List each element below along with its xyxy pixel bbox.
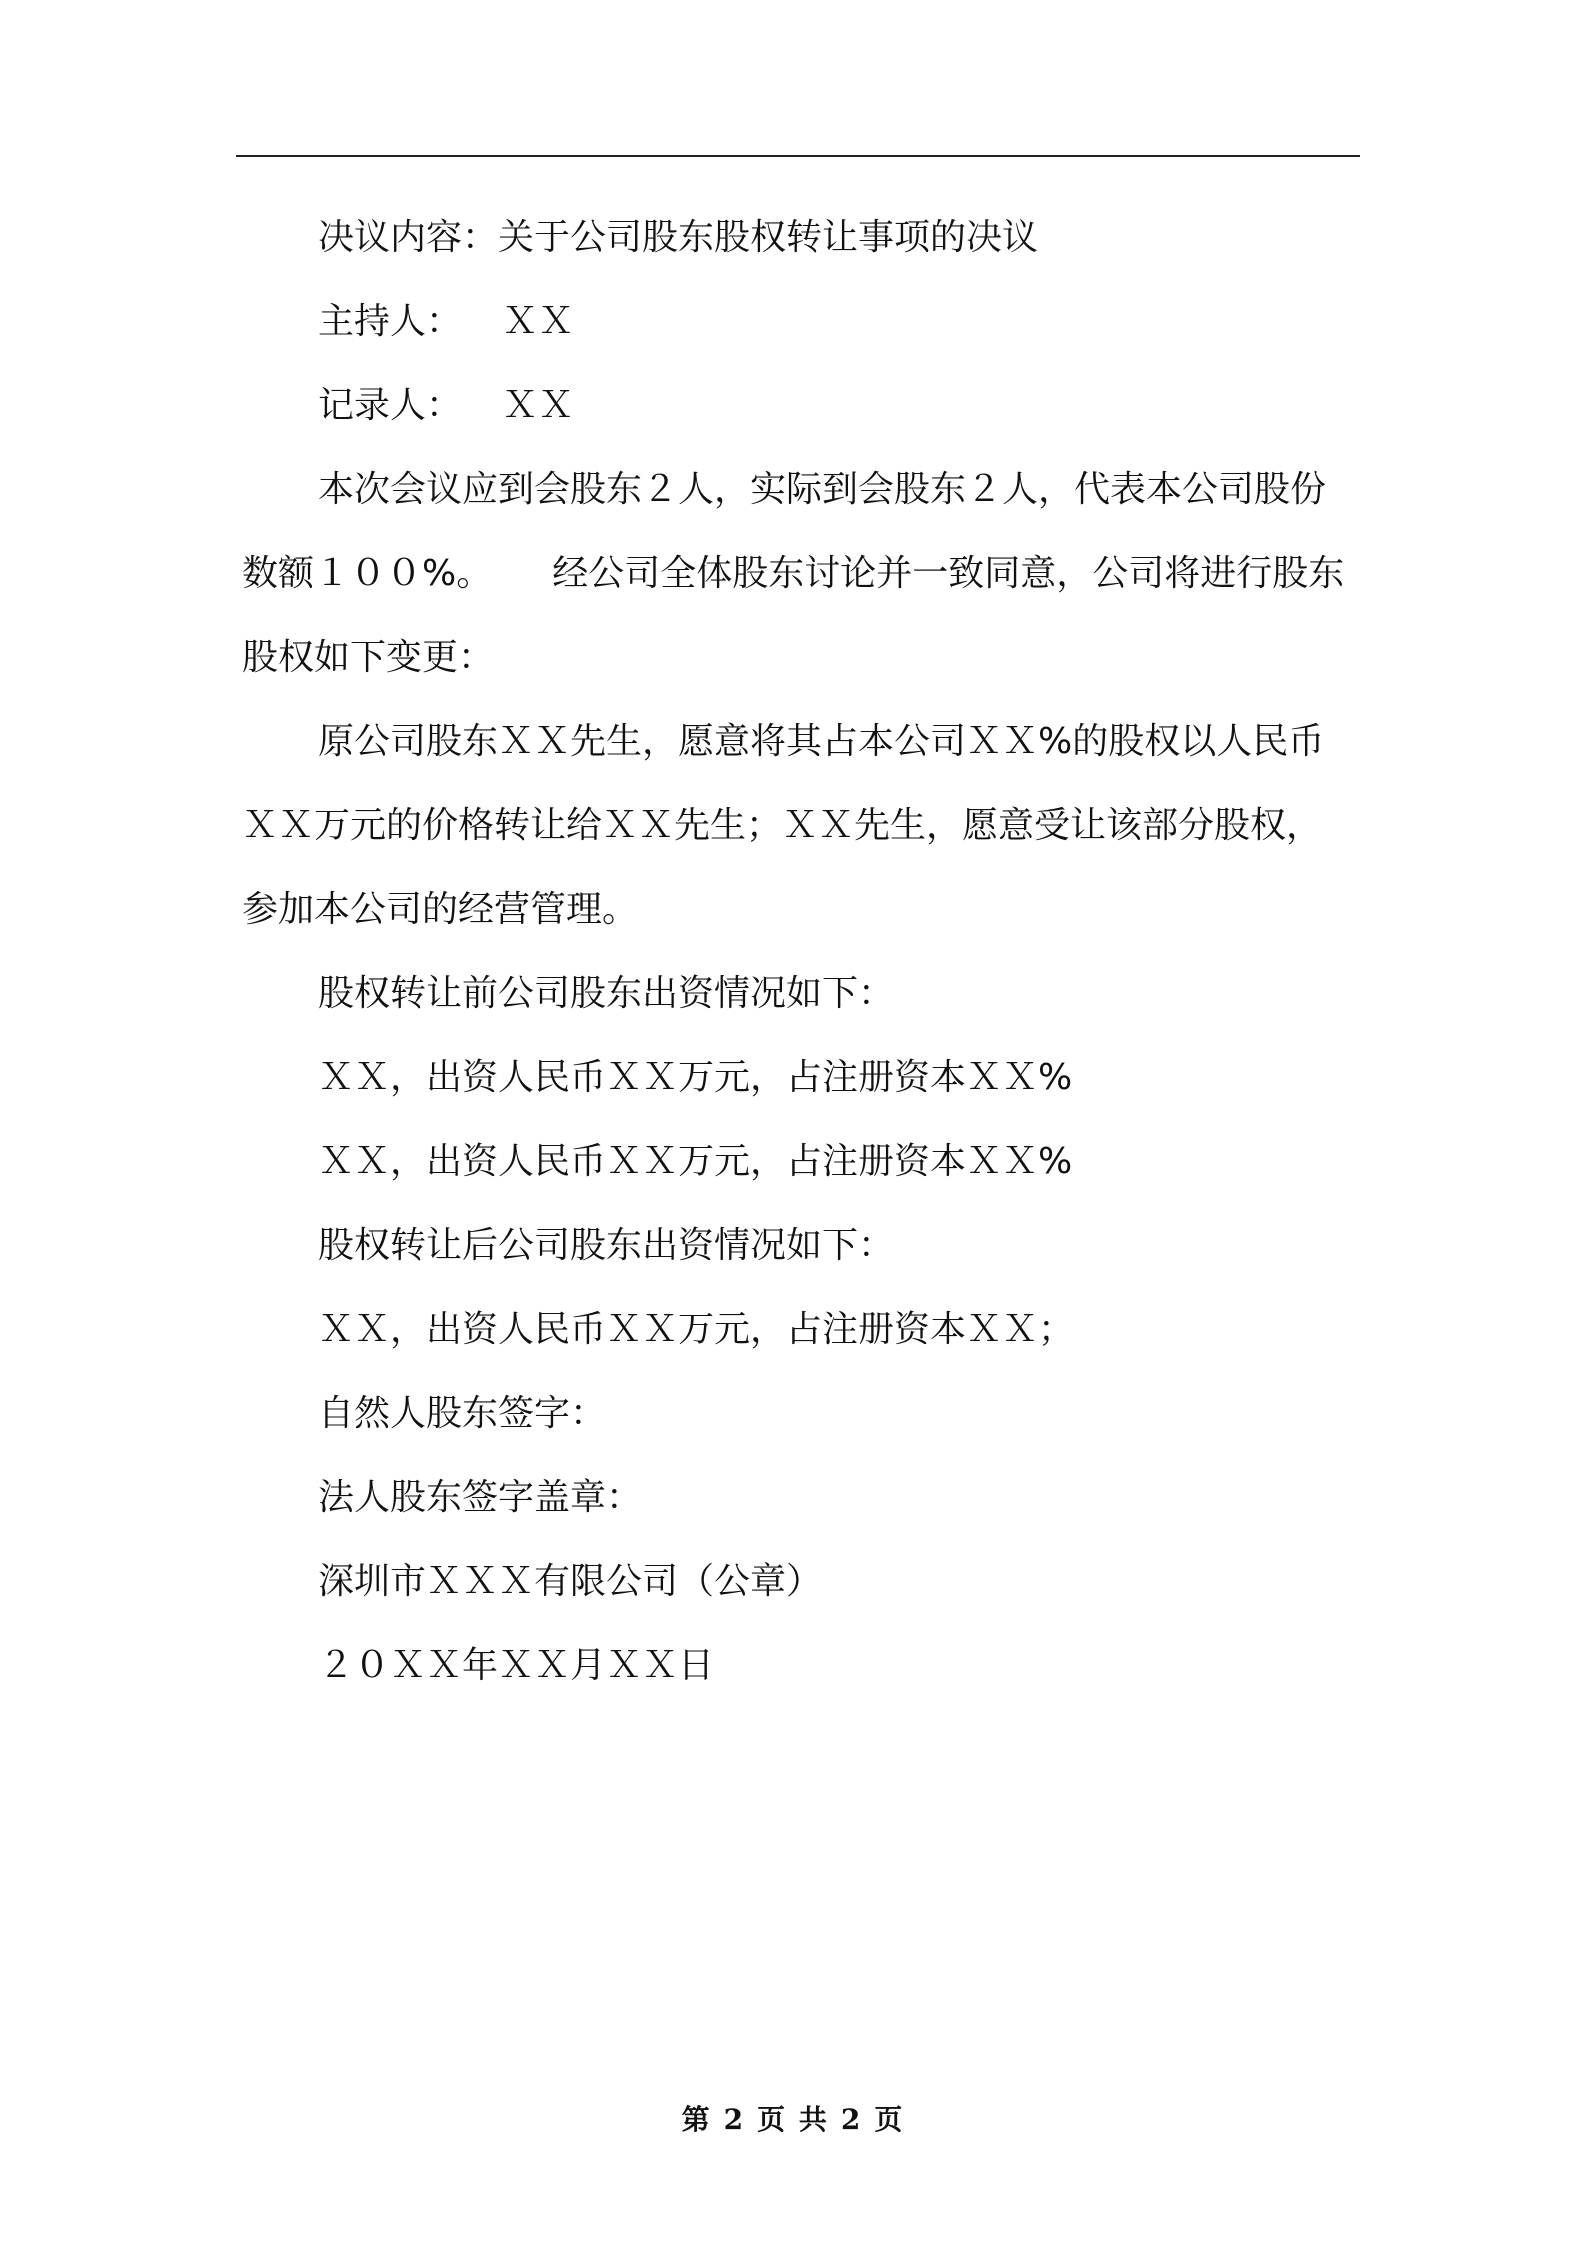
before-row: ＸＸ，出资人民币ＸＸ万元，占注册资本ＸＸ%	[318, 1141, 1073, 1182]
company-seal-line: 深圳市ＸＸＸ有限公司（公章）	[318, 1561, 823, 1602]
transfer-line-1: 原公司股东ＸＸ先生，愿意将其占本公司ＸＸ%的股权以人民币	[318, 721, 1325, 762]
host-label: 主持人：	[318, 301, 463, 342]
host-line	[242, 280, 1360, 364]
resolution-label: 决议内容：	[318, 217, 499, 258]
natural-person-signature-label: 自然人股东签字：	[318, 1393, 607, 1434]
attendance-line-1: 本次会议应到会股东２人，实际到会股东２人，代表本公司股份	[318, 469, 1327, 510]
legal-person-signature-label: 法人股东签字盖章：	[318, 1477, 643, 1518]
footer-suffix: 页	[874, 2103, 905, 2136]
resolution-title: 关于公司股东股权转让事项的决议	[498, 217, 1039, 258]
header-rule	[236, 155, 1360, 157]
footer-total-pages: 2	[840, 2103, 863, 2136]
attendance-line-3: 股权如下变更：	[242, 637, 495, 678]
resolution-line	[242, 196, 1360, 280]
footer-page-number: 2	[723, 2103, 746, 2136]
attendance-line-2b: 经公司全体股东讨论并一致同意，公司将进行股东	[552, 553, 1345, 594]
transfer-line-3: 参加本公司的经营管理。	[242, 889, 639, 930]
footer-middle: 页 共	[757, 2103, 829, 2136]
attendance-line-2	[242, 532, 1360, 616]
after-row: ＸＸ，出资人民币ＸＸ万元，占注册资本ＸＸ；	[318, 1309, 1075, 1350]
recorder-line	[242, 364, 1360, 448]
after-heading: 股权转让后公司股东出资情况如下：	[318, 1225, 895, 1266]
host-value: ＸＸ	[502, 301, 575, 342]
recorder-label: 记录人：	[318, 385, 463, 426]
before-row: ＸＸ，出资人民币ＸＸ万元，占注册资本ＸＸ%	[318, 1057, 1073, 1098]
before-heading: 股权转让前公司股东出资情况如下：	[318, 973, 895, 1014]
date-line: ２０ＸＸ年ＸＸ月ＸＸ日	[318, 1645, 715, 1686]
transfer-line-2: ＸＸ万元的价格转让给ＸＸ先生；ＸＸ先生，愿意受让该部分股权，	[242, 805, 1323, 846]
attendance-line-2a: 数额１００%。	[242, 553, 493, 594]
recorder-value: ＸＸ	[502, 385, 575, 426]
document-body	[242, 196, 1360, 1708]
page-footer	[0, 2098, 1586, 2138]
footer-prefix: 第	[681, 2103, 712, 2136]
